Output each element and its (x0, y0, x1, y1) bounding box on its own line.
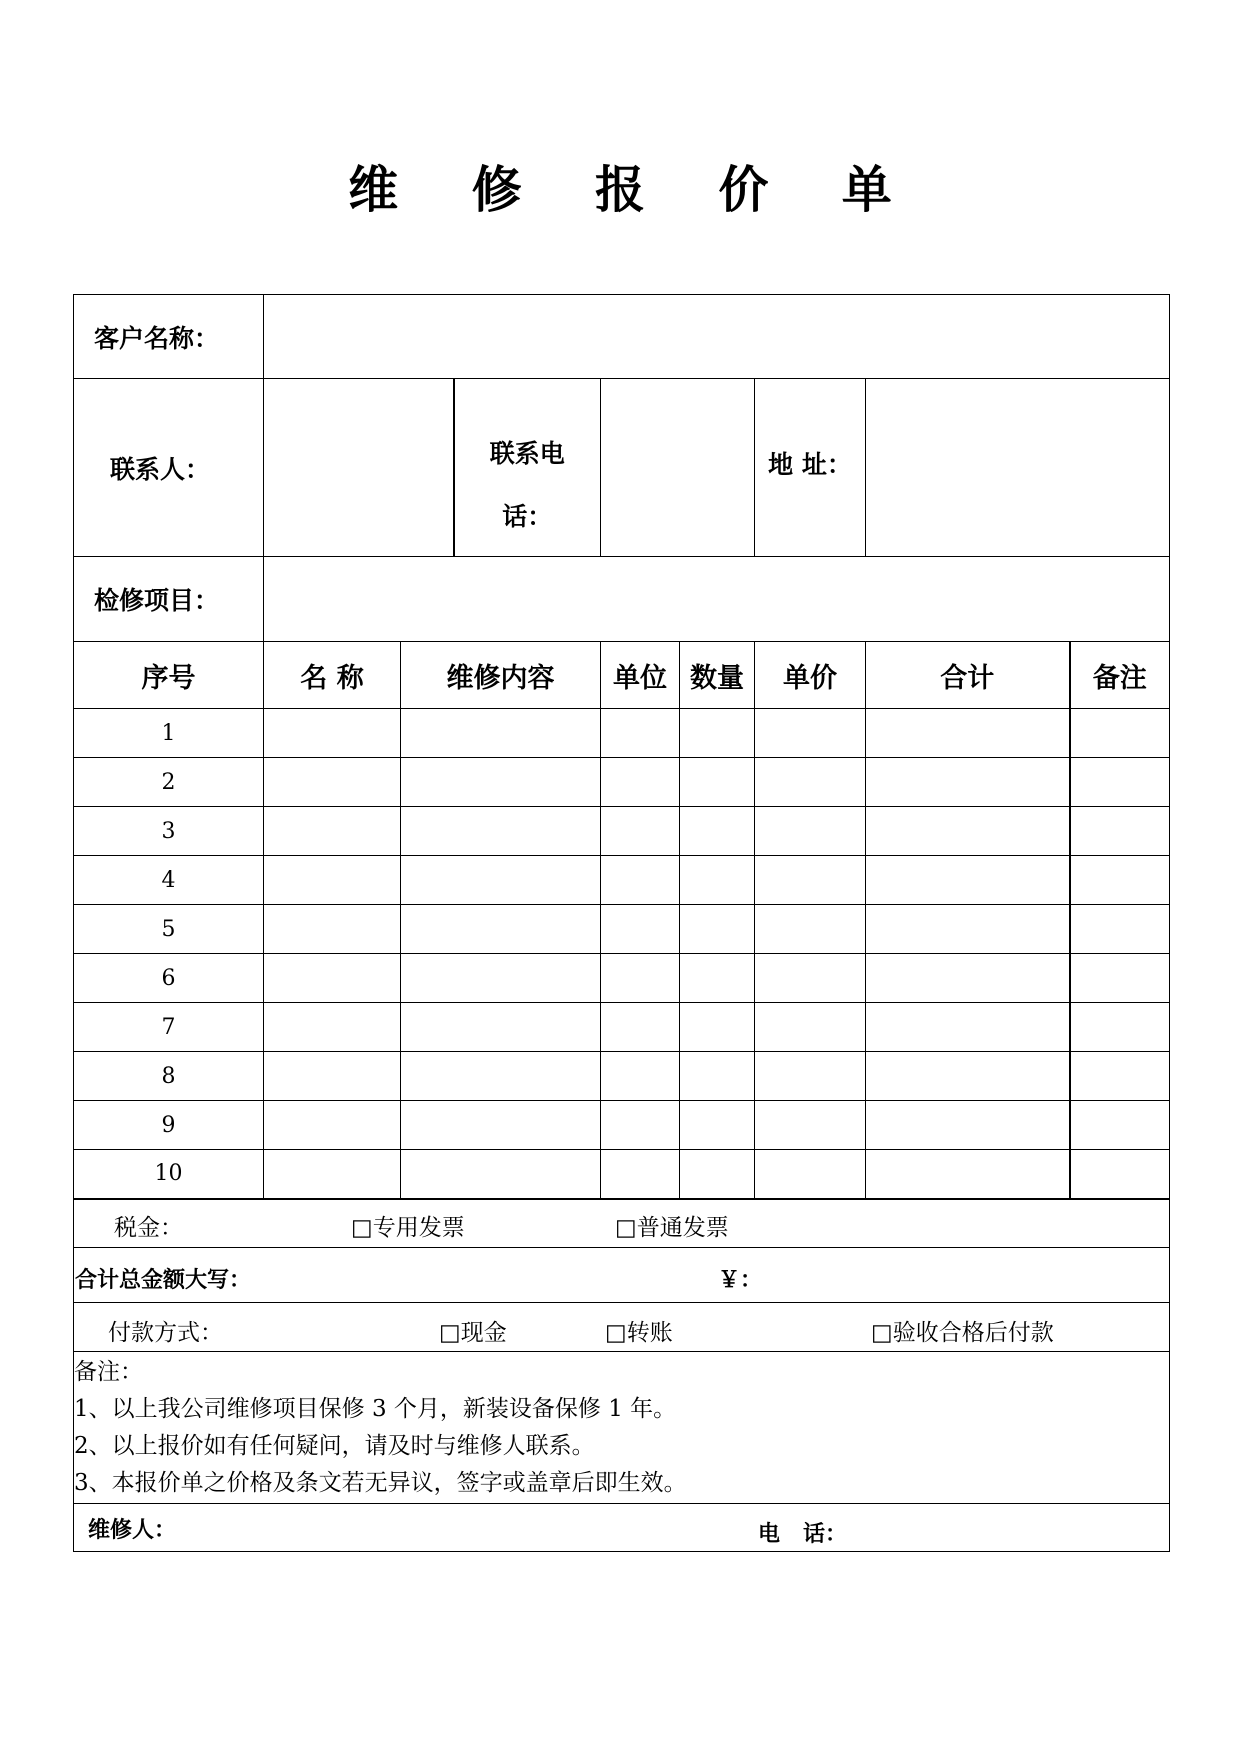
inspection-label: 检修项目： (74, 557, 264, 642)
row-qty-cell[interactable] (680, 954, 755, 1003)
repairer-phone-label: 电 话： (758, 1521, 847, 1547)
grand-total-cell (74, 1248, 1170, 1303)
row-unit-cell[interactable] (601, 905, 680, 954)
row-remark-cell[interactable] (1070, 1150, 1170, 1199)
row-qty-cell[interactable] (680, 758, 755, 807)
row-remark-cell[interactable] (1070, 758, 1170, 807)
row-price-cell[interactable] (755, 905, 866, 954)
notes-heading: 备注： (74, 1359, 143, 1385)
items-header-row (74, 642, 1170, 709)
row-name-cell[interactable] (264, 1003, 401, 1052)
row-content-cell[interactable] (401, 1052, 601, 1101)
inspection-field[interactable] (264, 557, 1170, 642)
row-qty-cell[interactable] (680, 1003, 755, 1052)
contact-row (74, 379, 1170, 557)
row-total-cell[interactable] (866, 954, 1070, 1003)
repairer-label: 维修人： (88, 1517, 177, 1543)
contact-phone-label-line1: 联系电 (489, 438, 565, 468)
row-qty-cell[interactable] (680, 1052, 755, 1101)
row-remark-cell[interactable] (1070, 807, 1170, 856)
notes-cell (74, 1352, 1170, 1504)
tax-label: 税金： (114, 1214, 183, 1241)
table-row (74, 709, 1170, 758)
row-price-cell[interactable] (755, 954, 866, 1003)
row-total-cell[interactable] (866, 1003, 1070, 1052)
contact-person-field[interactable] (264, 379, 454, 557)
table-row (74, 1101, 1170, 1150)
row-qty-cell[interactable] (680, 905, 755, 954)
row-price-cell[interactable] (755, 709, 866, 758)
row-content-cell[interactable] (401, 856, 601, 905)
table-row (74, 1150, 1170, 1199)
row-remark-cell[interactable] (1070, 856, 1170, 905)
row-qty-cell[interactable] (680, 856, 755, 905)
contact-phone-label (454, 379, 601, 557)
header-remark: 备注 (1070, 642, 1170, 709)
header-name: 名 称 (264, 642, 401, 709)
row-number: 4 (74, 856, 264, 905)
row-name-cell[interactable] (264, 905, 401, 954)
row-unit-cell[interactable] (601, 758, 680, 807)
row-remark-cell[interactable] (1070, 1003, 1170, 1052)
row-price-cell[interactable] (755, 1150, 866, 1199)
row-price-cell[interactable] (755, 1101, 866, 1150)
footer-row (74, 1504, 1170, 1552)
payment-cell (74, 1303, 1170, 1352)
row-unit-cell[interactable] (601, 807, 680, 856)
row-content-cell[interactable] (401, 1150, 601, 1199)
row-total-cell[interactable] (866, 709, 1070, 758)
row-unit-cell[interactable] (601, 1150, 680, 1199)
row-price-cell[interactable] (755, 758, 866, 807)
row-price-cell[interactable] (755, 1052, 866, 1101)
row-number: 1 (74, 709, 264, 758)
special-invoice-checkbox[interactable]: □专用发票 (351, 1214, 465, 1241)
row-name-cell[interactable] (264, 1052, 401, 1101)
row-unit-cell[interactable] (601, 856, 680, 905)
row-total-cell[interactable] (866, 807, 1070, 856)
quotation-form (73, 294, 1170, 1552)
row-content-cell[interactable] (401, 709, 601, 758)
row-name-cell[interactable] (264, 709, 401, 758)
cash-checkbox[interactable]: □现金 (439, 1319, 507, 1346)
row-qty-cell[interactable] (680, 1150, 755, 1199)
row-unit-cell[interactable] (601, 709, 680, 758)
address-field[interactable] (866, 379, 1170, 557)
row-number: 3 (74, 807, 264, 856)
row-number: 8 (74, 1052, 264, 1101)
row-number: 6 (74, 954, 264, 1003)
row-content-cell[interactable] (401, 758, 601, 807)
header-no: 序号 (74, 642, 264, 709)
contact-phone-label-line2: 话： (502, 501, 553, 531)
row-number: 10 (74, 1150, 264, 1199)
row-name-cell[interactable] (264, 758, 401, 807)
row-content-cell[interactable] (401, 905, 601, 954)
row-price-cell[interactable] (755, 807, 866, 856)
contact-phone-field[interactable] (601, 379, 755, 557)
row-qty-cell[interactable] (680, 807, 755, 856)
footer-cell (74, 1504, 1170, 1552)
inspection-row (74, 557, 1170, 642)
row-qty-cell[interactable] (680, 709, 755, 758)
row-content-cell[interactable] (401, 1003, 601, 1052)
row-name-cell[interactable] (264, 1150, 401, 1199)
grand-total-label: 合计总金额大写： (75, 1267, 252, 1293)
table-row (74, 856, 1170, 905)
payment-row (74, 1303, 1170, 1352)
table-row (74, 1052, 1170, 1101)
header-content: 维修内容 (401, 642, 601, 709)
table-row (74, 807, 1170, 856)
header-unit: 单位 (601, 642, 680, 709)
table-row (74, 758, 1170, 807)
header-total: 合计 (866, 642, 1070, 709)
grand-total-row (74, 1248, 1170, 1303)
row-qty-cell[interactable] (680, 1101, 755, 1150)
row-remark-cell[interactable] (1070, 1052, 1170, 1101)
customer-name-label: 客户名称： (74, 295, 264, 379)
row-remark-cell[interactable] (1070, 709, 1170, 758)
note-line-3: 3、本报价单之价格及条文若无异议，签字或盖章后即生效。 (74, 1470, 687, 1496)
row-total-cell[interactable] (866, 1101, 1070, 1150)
row-total-cell[interactable] (866, 905, 1070, 954)
header-price: 单价 (755, 642, 866, 709)
payment-label: 付款方式： (108, 1319, 223, 1346)
contact-person-label: 联系人： (74, 379, 264, 557)
header-qty: 数量 (680, 642, 755, 709)
row-total-cell[interactable] (866, 758, 1070, 807)
note-line-2: 2、以上报价如有任何疑问，请及时与维修人联系。 (74, 1433, 595, 1459)
row-number: 7 (74, 1003, 264, 1052)
customer-name-field[interactable] (264, 295, 1170, 379)
row-name-cell[interactable] (264, 1101, 401, 1150)
pay-after-acceptance-checkbox[interactable]: □验收合格后付款 (871, 1319, 1054, 1346)
row-unit-cell[interactable] (601, 954, 680, 1003)
row-unit-cell[interactable] (601, 1101, 680, 1150)
row-content-cell[interactable] (401, 1101, 601, 1150)
tax-cell (74, 1199, 1170, 1248)
notes-row (74, 1352, 1170, 1504)
row-remark-cell[interactable] (1070, 905, 1170, 954)
page-title: 维 修 报 价 单 (348, 161, 920, 219)
row-total-cell[interactable] (866, 1150, 1070, 1199)
tax-row (74, 1199, 1170, 1248)
table-row (74, 1003, 1170, 1052)
row-remark-cell[interactable] (1070, 1101, 1170, 1150)
row-content-cell[interactable] (401, 807, 601, 856)
row-unit-cell[interactable] (601, 1052, 680, 1101)
row-name-cell[interactable] (264, 954, 401, 1003)
row-name-cell[interactable] (264, 856, 401, 905)
row-content-cell[interactable] (401, 954, 601, 1003)
table-row (74, 954, 1170, 1003)
table-row (74, 905, 1170, 954)
normal-invoice-checkbox[interactable]: □普通发票 (615, 1214, 729, 1241)
row-name-cell[interactable] (264, 807, 401, 856)
row-number: 2 (74, 758, 264, 807)
row-total-cell[interactable] (866, 1052, 1070, 1101)
row-remark-cell[interactable] (1070, 954, 1170, 1003)
row-number: 5 (74, 905, 264, 954)
transfer-checkbox[interactable]: □转账 (605, 1319, 673, 1346)
row-number: 9 (74, 1101, 264, 1150)
customer-row (74, 295, 1170, 379)
row-total-cell[interactable] (866, 856, 1070, 905)
note-line-1: 1、以上我公司维修项目保修 3 个月，新装设备保修 1 年。 (74, 1396, 677, 1422)
row-price-cell[interactable] (755, 1003, 866, 1052)
row-price-cell[interactable] (755, 856, 866, 905)
row-unit-cell[interactable] (601, 1003, 680, 1052)
yen-amount-label: ￥： (718, 1267, 763, 1293)
address-label: 地 址： (755, 379, 866, 557)
